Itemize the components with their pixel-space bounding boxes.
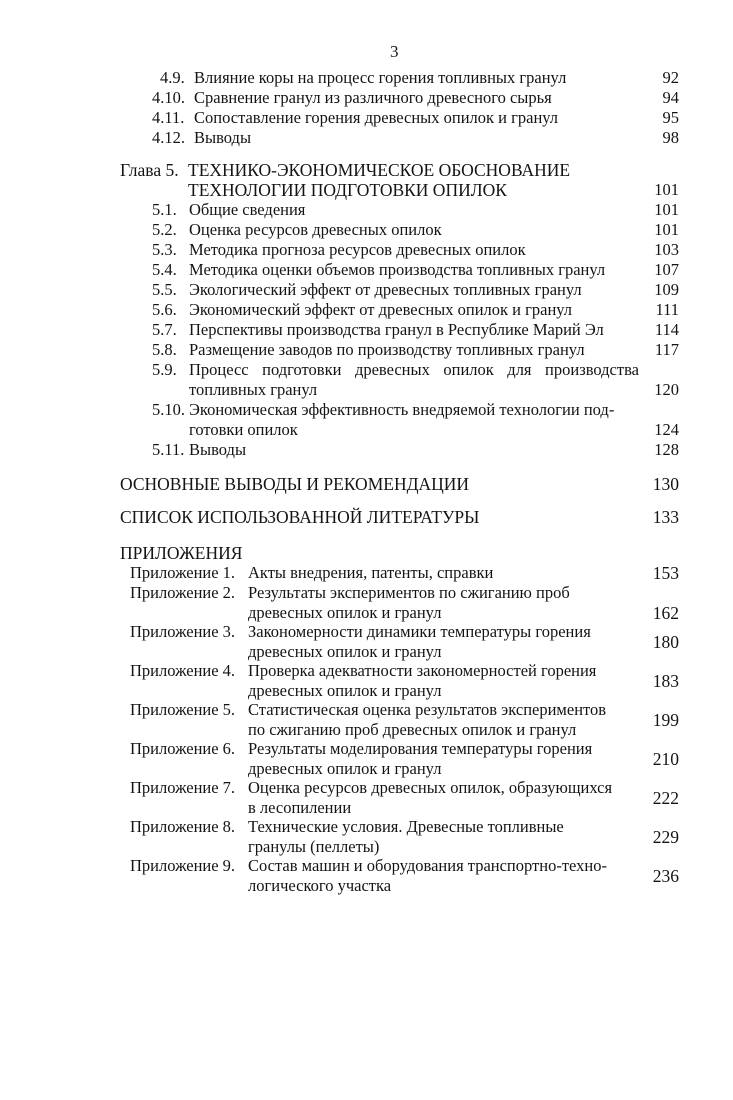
appendix-page: 210 [652, 749, 679, 769]
appendix-title: Статистическая оценка результатов экспериментов [248, 700, 607, 719]
toc-num: 5.11. [152, 440, 185, 459]
toc-title: Процесс подготовки древесных опилок для производства [189, 360, 639, 379]
toc-page: 98 [662, 128, 679, 147]
toc-page: 95 [662, 108, 679, 127]
appendix-page: 180 [652, 632, 679, 652]
chapter-title-line2: ТЕХНОЛОГИИ ПОДГОТОВКИ ОПИЛОК [188, 180, 507, 200]
appendix-title-cont: древесных опилок и гранул [248, 603, 442, 622]
toc-title: Экологический эффект от древесных топливных гранул [189, 280, 582, 299]
conclusions-title: ОСНОВНЫЕ ВЫВОДЫ И РЕКОМЕНДАЦИИ [120, 474, 470, 494]
toc-num: 5.3. [152, 240, 177, 259]
toc-title: Экономическая эффективность внедряемой технологии под- [189, 400, 615, 419]
appendix-page: 183 [652, 671, 679, 691]
toc-page: 120 [654, 380, 679, 399]
toc-title: Методика оценки объемов производства топливных гранул [189, 260, 606, 279]
toc-page: 114 [654, 320, 679, 339]
appendix-page: 229 [652, 827, 679, 847]
toc-title: Сопоставление горения древесных опилок и гранул [194, 108, 559, 127]
appendix-label: Приложение 7. [130, 778, 236, 797]
toc-title: Оценка ресурсов древесных опилок [189, 220, 442, 239]
toc-title: Выводы [194, 128, 252, 147]
appendix-label: Приложение 8. [130, 817, 236, 836]
appendix-title-cont: логического участка [248, 876, 392, 895]
toc-num: 4.12. [152, 128, 185, 147]
toc-page: 101 [654, 220, 679, 239]
appendix-label: Приложение 1. [130, 563, 236, 582]
toc-title: Экономический эффект от древесных опилок и гранул [189, 300, 573, 319]
toc-num: 5.5. [152, 280, 177, 299]
toc-page: 124 [654, 420, 679, 439]
toc-page: 111 [655, 300, 679, 319]
appendix-label: Приложение 6. [130, 739, 236, 758]
toc-page: 107 [654, 260, 679, 279]
appendix-page: 199 [652, 710, 679, 730]
page-number: 3 [390, 42, 399, 61]
toc-num: 4.9. [160, 68, 185, 87]
references-page: 133 [652, 507, 679, 527]
chapter-title-line1: ТЕХНИКО-ЭКОНОМИЧЕСКОЕ ОБОСНОВАНИЕ [188, 160, 571, 180]
toc-page: 92 [662, 68, 679, 87]
appendix-title-cont: древесных опилок и гранул [248, 759, 442, 778]
toc-num: 4.11. [152, 108, 185, 127]
toc-num: 5.7. [152, 320, 177, 339]
toc-title: Влияние коры на процесс горения топливных гранул [194, 68, 567, 87]
conclusions-page: 130 [652, 474, 679, 494]
appendix-page: 222 [652, 788, 679, 808]
toc-title-cont: готовки опилок [189, 420, 298, 439]
appendices-title: ПРИЛОЖЕНИЯ [120, 543, 243, 563]
toc-title-cont: топливных гранул [189, 380, 318, 399]
toc-num: 5.8. [152, 340, 177, 359]
appendix-title-cont: древесных опилок и гранул [248, 642, 442, 661]
toc-num: 5.6. [152, 300, 177, 319]
toc-page: 128 [654, 440, 679, 459]
appendix-title: Технические условия. Древесные топливные [248, 817, 564, 836]
toc-page: 109 [654, 280, 679, 299]
appendix-page: 236 [652, 866, 679, 886]
toc-num: 5.4. [152, 260, 177, 279]
appendix-title-cont: в лесопилении [248, 798, 352, 817]
appendix-title: Проверка адекватности закономерностей горения [248, 661, 597, 680]
appendix-page: 153 [652, 563, 679, 583]
toc-page: 94 [662, 88, 679, 107]
appendix-label: Приложение 3. [130, 622, 236, 641]
appendix-title: Закономерности динамики температуры горения [248, 622, 591, 641]
toc-page: 103 [654, 240, 679, 259]
appendix-label: Приложение 4. [130, 661, 236, 680]
chapter-label: Глава 5. [120, 160, 179, 180]
appendix-title: Результаты моделирования температуры горения [248, 739, 593, 758]
toc-title: Сравнение гранул из различного древесного сырья [194, 88, 552, 107]
references-title: СПИСОК ИСПОЛЬЗОВАННОЙ ЛИТЕРАТУРЫ [120, 507, 480, 527]
toc-num: 5.9. [152, 360, 177, 379]
toc-title: Размещение заводов по производству топливных гранул [189, 340, 585, 359]
appendix-title: Оценка ресурсов древесных опилок, образующихся [248, 778, 613, 797]
toc-title: Перспективы производства гранул в Республике Марий Эл [189, 320, 604, 339]
appendix-title: Состав машин и оборудования транспортно-техно- [248, 856, 607, 875]
toc-title: Выводы [189, 440, 247, 459]
appendix-label: Приложение 9. [130, 856, 236, 875]
chapter-page: 101 [654, 180, 679, 199]
toc-title: Общие сведения [189, 200, 306, 219]
appendix-title-cont: древесных опилок и гранул [248, 681, 442, 700]
appendix-label: Приложение 2. [130, 583, 236, 602]
toc-page: 117 [654, 340, 679, 359]
toc-num: 4.10. [152, 88, 185, 107]
toc-num: 5.2. [152, 220, 177, 239]
toc-title: Методика прогноза ресурсов древесных опилок [189, 240, 526, 259]
toc-page: 101 [654, 200, 679, 219]
appendix-title: Результаты экспериментов по сжиганию проб [248, 583, 570, 602]
toc-num: 5.10. [152, 400, 185, 419]
appendix-label: Приложение 5. [130, 700, 236, 719]
appendix-page: 162 [652, 603, 679, 623]
appendix-title: Акты внедрения, патенты, справки [248, 563, 494, 582]
appendix-title-cont: гранулы (пеллеты) [248, 837, 380, 856]
toc-num: 5.1. [152, 200, 177, 219]
appendix-title-cont: по сжиганию проб древесных опилок и гранул [248, 720, 577, 739]
